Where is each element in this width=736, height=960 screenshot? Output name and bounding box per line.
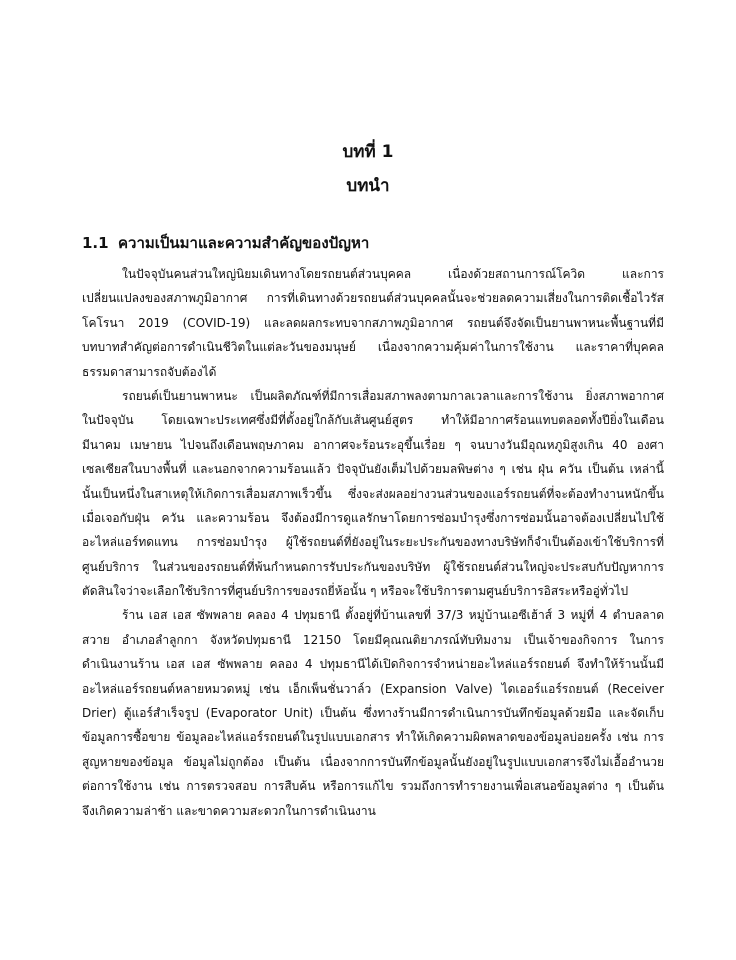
paragraph-line: โคโรนา 2019 (COVID-19) และลดผลกระทบจากสภาพภูมิอากาศ รถยนต์จึงจัดเป็นยานพาหนะพื้นฐานที่มี bbox=[82, 315, 664, 330]
section-heading bbox=[82, 232, 696, 254]
paragraph-line: ในปัจจุบัน โดยเฉพาะประเทศซึ่งมีที่ตั้งอยู่ใกล้กับเส้นศูนย์สูตร ทำให้มีอากาศร้อนแทบตลอดทั้งปียิ่งในเดือน bbox=[82, 413, 664, 428]
document-body bbox=[82, 262, 664, 823]
paragraph-line: เปลี่ยนแปลงของสภาพภูมิอากาศ การที่เดินทางด้วยรถยนต์ส่วนบุคคลนั้นจะช่วยลดความเสี่ยงในการติดเชื้อไวรัส bbox=[82, 291, 664, 306]
paragraph-line: จึงเกิดความล่าช้า และขาดความสะดวกในการดำเนินงาน bbox=[82, 803, 376, 818]
paragraph-line: อะไหล่แอร์รถยนต์หลายหมวดหมู่ เช่น เอ็กเพ็นชั่นวาล์ว (Expansion Valve) ไดเออร์แอร์รถยนต์ (Receiver bbox=[82, 681, 664, 696]
paragraph-line: ในปัจจุบันคนส่วนใหญ่นิยมเดินทางโดยรถยนต์ส่วนบุคคล เนื่องด้วยสถานการณ์โควิด และการ bbox=[122, 267, 664, 281]
paragraph-3 bbox=[82, 603, 664, 823]
section-number: 1.1 bbox=[82, 234, 109, 252]
section-title: ความเป็นมาและความสำคัญของปัญหา bbox=[118, 234, 370, 252]
paragraph-line: ร้าน เอส เอส ซัพพลาย คลอง 4 ปทุมธานี ตั้งอยู่ที่บ้านเลขที่ 37/3 หมู่บ้านเอซีเฮ้าส์ 3 หมู่ที่ 4 ตำบลลาด bbox=[122, 608, 664, 623]
paragraph-line: รถยนต์เป็นยานพาหนะ เป็นผลิตภัณฑ์ที่มีการเสื่อมสภาพลงตามกาลเวลาและการใช้งาน ยิ่งสภาพอากาศ bbox=[122, 388, 664, 403]
paragraph-line: อะไหล่แอร์ทดแทน การซ่อมบำรุง ผู้ใช้รถยนต์ที่ยังอยู่ในระยะประกันของทางบริษัทก็จำเป็นต้องเข้าใช้บริการที่ bbox=[82, 535, 664, 550]
paragraph-line: ข้อมูลการซื้อขาย ข้อมูลอะไหล่แอร์รถยนต์ในรูปแบบเอกสาร ทำให้เกิดความผิดพลาดของข้อมูลบ่อยครั้ง เช่น การ bbox=[82, 730, 664, 745]
paragraph-1 bbox=[82, 262, 664, 384]
paragraph-line: ธรรมดาสามารถจับต้องได้ bbox=[82, 364, 217, 379]
paragraph-line: Drier) ตู้แอร์สำเร็จรูป (Evaporator Unit) เป็นต้น ซึ่งทางร้านมีการดำเนินการบันทึกข้อมูลด้วยมือ และจัดเก็บ bbox=[82, 706, 664, 721]
paragraph-line: ดำเนินงานร้าน เอส เอส ซัพพลาย คลอง 4 ปทุมธานีได้เปิดกิจการจำหน่ายอะไหล่แอร์รถยนต์ จึงทำให้ร้านนั้นมี bbox=[82, 657, 664, 672]
paragraph-line: เซลเซียสในบางพื้นที่ และนอกจากความร้อนแล้ว ปัจจุบันยังเต็มไปด้วยมลพิษต่าง ๆ เช่น ฝุ่น ควัน เป็นต้น เหล่านี้ bbox=[82, 462, 664, 477]
paragraph-line: มีนาคม เมษายน ไปจนถึงเดือนพฤษภาคม อากาศจะร้อนระอุขึ้นเรื่อย ๆ จนบางวันมีอุณหภูมิสูงเกิน 40 องศา bbox=[82, 437, 664, 452]
paragraph-line: ศูนย์บริการ ในส่วนของรถยนต์ที่พ้นกำหนดการรับประกันของบริษัท ผู้ใช้รถยนต์ส่วนใหญ่จะประสบกับปัญหาการ bbox=[82, 559, 664, 574]
chapter-title: บทนำ bbox=[346, 176, 390, 196]
paragraph-line: บทบาทสำคัญต่อการดำเนินชีวิตในแต่ละวันของมนุษย์ เนื่องจากความคุ้มค่าในการใช้งาน และราคาที่บุคคล bbox=[82, 340, 664, 355]
paragraph-line: เมื่อเจอกับฝุ่น ควัน และความร้อน จึงต้องมีการดูแลรักษาโดยการซ่อมบำรุงซึ่งการซ่อมนั้นอาจต้องเปลี่ยนไปใช้ bbox=[82, 510, 664, 525]
paragraph-line: ตัดสินใจว่าจะเลือกใช้บริการที่ศูนย์บริการของรถยี่ห้อนั้น ๆ หรือจะใช้บริการตามศูนย์บริการอิสระหรืออู่ทั่วไป bbox=[82, 584, 629, 599]
paragraph-line: สวาย อำเภอลำลูกกา จังหวัดปทุมธานี 12150 โดยมีคุณณติยาภรณ์ทับทิมงาม เป็นเจ้าของกิจการ ในการ bbox=[82, 632, 664, 647]
chapter-number: บทที่ 1 bbox=[342, 142, 394, 162]
paragraph-2 bbox=[82, 384, 664, 604]
paragraph-line: สูญหายของข้อมูล ข้อมูลไม่ถูกต้อง เป็นต้น เนื่องจากการบันทึกข้อมูลนั้นยังอยู่ในรูปแบบเอกสารจึงไม่เอื้ออำนวย bbox=[82, 754, 664, 769]
paragraph-line: นั้นเป็นหนึ่งในสาเหตุให้เกิดการเสื่อมสภาพเร็วขึ้น ซึ่งจะส่งผลอย่างวนส่วนของแอร์รถยนต์ที่จะต้องทำงานหนักขึ้น bbox=[82, 486, 664, 501]
paragraph-line: ต่อการใช้งาน เช่น การตรวจสอบ การสืบค้น หรือการแก้ไข รวมถึงการทำรายงานเพื่อเสนอข้อมูลต่าง ๆ เป็นต้น bbox=[82, 779, 664, 794]
